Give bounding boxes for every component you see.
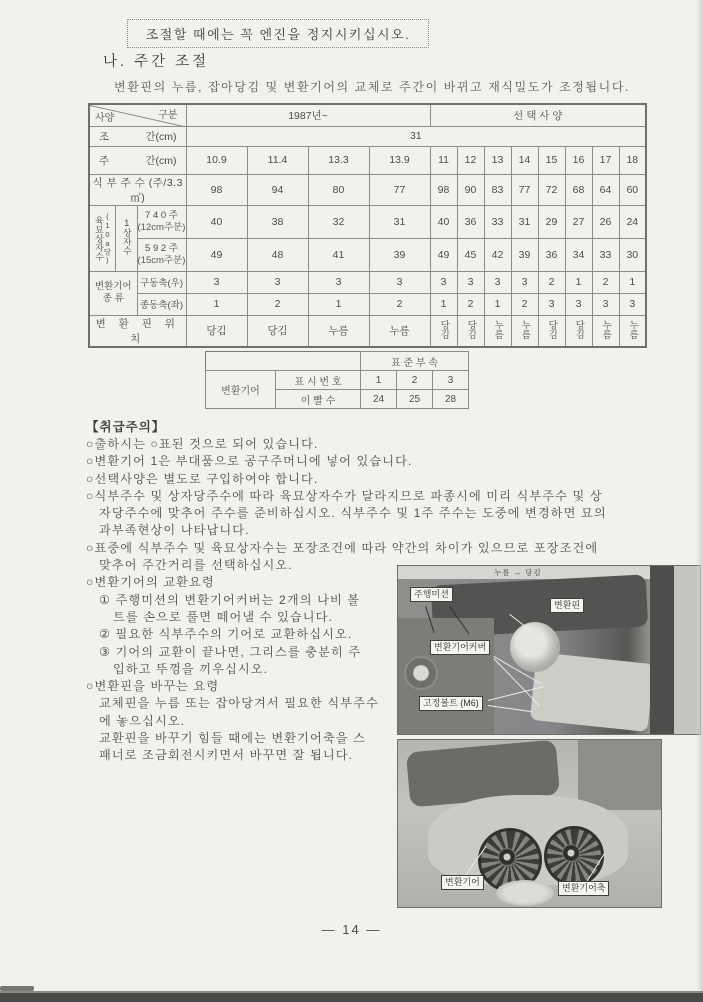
accessory-row1-label: 표 시 번 호 <box>276 371 361 390</box>
table-cell: 13 <box>484 146 511 174</box>
table-cell: 1 <box>186 293 247 315</box>
row-label-plant-count: 식 부 주 수 (주/3.3㎡) <box>89 174 186 205</box>
table-cell: 2 <box>511 293 538 315</box>
scan-artifact-right-edge <box>696 0 703 1002</box>
table-cell: 39 <box>369 238 430 271</box>
callout-label-gear: 변환기어 <box>441 875 484 890</box>
table-cell: 1 <box>361 371 397 390</box>
table-cell: 49 <box>430 238 457 271</box>
photo-lower-boss <box>496 880 554 906</box>
note-line: ○선택사양은 별도로 구입하여야 합니다. <box>86 471 319 486</box>
table-cell: 30 <box>619 238 646 271</box>
table-cell: 3 <box>592 293 619 315</box>
table-cell: 68 <box>565 174 592 205</box>
table-cell: 72 <box>538 174 565 205</box>
table-cell <box>565 315 592 347</box>
callout-label-shaft: 변환기어축 <box>558 881 609 896</box>
note-line: 자당주수에 맞추어 주수를 준비하십시오. 식부주수 및 1주 주수는 도중에 변경하면 묘의 <box>99 506 607 521</box>
table-cell: 26 <box>592 205 619 238</box>
table-cell <box>511 315 538 347</box>
table-cell: 11 <box>430 146 457 174</box>
table-cell: 2 <box>369 293 430 315</box>
table-cell: 2 <box>247 293 308 315</box>
note-line: ③ 기어의 교환이 끝나면, 그리스를 충분히 주 <box>99 644 362 659</box>
note-line: ○표중에 식부주수 및 육묘상자수는 포장조건에 따라 약간의 차이가 있으므로 포장조건에 <box>86 540 599 555</box>
accessory-side-label: 변환기어 <box>206 371 276 409</box>
table-cell: 36 <box>457 205 484 238</box>
pin-cell: 누름 <box>519 319 531 339</box>
table-cell: 18 <box>619 146 646 174</box>
r592-sub: (15cm주분) <box>137 254 186 266</box>
callout-label-mission: 주행미션 <box>410 587 453 602</box>
jo-value: 31 <box>186 126 646 146</box>
nursery-box-label: 육묘상자수 <box>94 215 105 261</box>
table-cell: 41 <box>308 238 369 271</box>
accessory-header: 표 준 부 속 <box>361 352 469 371</box>
table-cell: 16 <box>565 146 592 174</box>
note-line: ○변환핀을 바꾸는 요령 <box>86 679 220 694</box>
page-number: — 14 — <box>321 922 382 937</box>
table-cell: 3 <box>369 271 430 293</box>
photo-right-block <box>578 740 661 810</box>
table-cell: 3 <box>538 293 565 315</box>
group-optional-header: 선 택 사 양 <box>430 104 646 126</box>
pin-cell: 당김 <box>573 319 585 339</box>
table-cell: 28 <box>433 390 469 409</box>
r740-name: 7 4 0 주 <box>145 209 178 221</box>
table-cell: 31 <box>511 205 538 238</box>
row-label-gear-type <box>89 271 137 315</box>
scan-artifact-bottom-strip <box>0 993 703 1002</box>
table-cell: 누름 <box>308 315 369 347</box>
table-cell <box>619 315 646 347</box>
table-cell: 77 <box>511 174 538 205</box>
row-label-nursery-boxes <box>89 205 115 271</box>
table-cell: 49 <box>186 238 247 271</box>
ju-label: 주 <box>99 154 110 167</box>
table-cell: 3 <box>308 271 369 293</box>
table-cell: 2 <box>538 271 565 293</box>
notes-title: 【취급주의】 <box>86 420 166 434</box>
photo-transmission <box>397 565 701 735</box>
table-cell <box>457 315 484 347</box>
per-box-label: 1상자수 <box>121 218 132 255</box>
r592-name: 5 9 2 주 <box>145 242 178 254</box>
table-cell <box>592 315 619 347</box>
table-cell: 45 <box>457 238 484 271</box>
table-cell: 34 <box>565 238 592 271</box>
row-label-740 <box>137 205 186 238</box>
pin-cell: 당김 <box>438 319 450 339</box>
row-label-592 <box>137 238 186 271</box>
pin-cell: 누름 <box>627 319 639 339</box>
table-cell: 3 <box>565 293 592 315</box>
empty-cell <box>206 352 361 371</box>
jo-unit: 간(cm) <box>145 130 177 143</box>
gear-type-label1: 변환기어 <box>94 281 132 293</box>
table-cell <box>430 315 457 347</box>
table-cell: 2 <box>397 371 433 390</box>
group-1987-header: 1987년~ <box>186 104 430 126</box>
r740-sub: (12cm주분) <box>137 221 186 233</box>
photo-change-gears <box>397 739 662 908</box>
table-cell: 15 <box>538 146 565 174</box>
table-cell: 80 <box>308 174 369 205</box>
accessory-table <box>205 351 469 409</box>
table-cell: 48 <box>247 238 308 271</box>
table-cell: 33 <box>592 238 619 271</box>
gear-type-label2: 종 류 <box>102 293 124 304</box>
row-label-driven-shaft: 종동축(좌) <box>137 293 186 315</box>
pin-cell: 당김 <box>465 319 477 339</box>
table-cell: 98 <box>186 174 247 205</box>
row-label-pin-position: 변 환 핀 위 치 <box>89 315 186 347</box>
note-line: 패너로 조금회전시키면서 바꾸면 잘 됩니다. <box>99 748 354 763</box>
table-cell: 32 <box>308 205 369 238</box>
corner-spec-label: 사양 <box>95 112 115 124</box>
row-label-drive-shaft: 구동축(우) <box>137 271 186 293</box>
note-line: ○식부주수 및 상자당주수에 따라 육묘상자수가 달라지므로 파종시에 미리 식부주수 및 상 <box>86 488 603 503</box>
note-line: ② 필요한 식부주수의 기어로 교환하십시오. <box>99 627 353 642</box>
nursery-box-sublabel: (10a당) <box>102 211 112 265</box>
table-cell: 14 <box>511 146 538 174</box>
pin-cell: 누름 <box>492 319 504 339</box>
table-cell: 1 <box>565 271 592 293</box>
table-cell: 29 <box>538 205 565 238</box>
table-cell: 90 <box>457 174 484 205</box>
table-cell: 2 <box>457 293 484 315</box>
photo-gear-right-hub <box>562 844 580 862</box>
callout-line <box>488 705 532 712</box>
table-cell: 33 <box>484 205 511 238</box>
callout-label-pin: 변환핀 <box>550 598 584 613</box>
note-line: 에 놓으십시오. <box>99 713 186 728</box>
table-cell: 1 <box>484 293 511 315</box>
note-line: ○출하시는 ○표된 것으로 되어 있습니다. <box>86 437 319 451</box>
table-cell: 24 <box>619 205 646 238</box>
table-cell: 11.4 <box>247 146 308 174</box>
pin-direction-note: 누름 ↔ 당김 <box>494 568 542 577</box>
callout-label-cover: 변환기어커버 <box>430 640 490 655</box>
scan-artifact-corner-smudge <box>0 986 34 991</box>
table-cell: 1 <box>619 271 646 293</box>
note-line: 과부족현상이 나타납니다. <box>99 523 250 538</box>
table-cell: 83 <box>484 174 511 205</box>
corner-cell <box>89 104 186 126</box>
row-label-ju <box>89 146 186 174</box>
table-cell: 3 <box>247 271 308 293</box>
table-cell: 31 <box>369 205 430 238</box>
table-cell: 1 <box>430 293 457 315</box>
table-cell: 13.9 <box>369 146 430 174</box>
pin-cell: 당김 <box>546 319 558 339</box>
caution-text: 조절할 때에는 꼭 엔진을 정지시키십시오. <box>145 27 411 42</box>
table-cell: 2 <box>592 271 619 293</box>
table-cell: 3 <box>433 371 469 390</box>
callout-label-bolt: 고정볼트 (M6) <box>419 696 483 711</box>
accessory-row2-label: 이 빨 수 <box>276 390 361 409</box>
table-cell: 3 <box>457 271 484 293</box>
table-cell <box>538 315 565 347</box>
note-line: ○변환기어 1은 부대품으로 공구주머니에 넣어 있습니다. <box>86 454 413 469</box>
table-cell: 3 <box>430 271 457 293</box>
table-cell: 17 <box>592 146 619 174</box>
table-cell: 42 <box>484 238 511 271</box>
table-cell: 3 <box>619 293 646 315</box>
table-cell: 39 <box>511 238 538 271</box>
table-cell: 3 <box>511 271 538 293</box>
caution-box <box>127 19 429 48</box>
table-cell: 40 <box>430 205 457 238</box>
table-cell: 64 <box>592 174 619 205</box>
row-label-jo <box>89 126 186 146</box>
photo-gear-left-hub <box>498 848 516 866</box>
photo-right-dark-band <box>650 566 674 734</box>
table-cell: 1 <box>308 293 369 315</box>
spacing-spec-table <box>88 103 647 348</box>
table-cell: 3 <box>186 271 247 293</box>
pin-cell: 누름 <box>600 319 612 339</box>
table-cell: 12 <box>457 146 484 174</box>
ju-unit: 간(cm) <box>145 154 177 167</box>
note-line: 교환핀을 바꾸기 힘들 때에는 변환기어축을 스 <box>99 731 367 746</box>
intro-text: 변환핀의 누름, 잡아당김 및 변환기어의 교체로 주간이 바뀌고 재식밀도가 조정됩니다. <box>114 80 630 94</box>
table-cell <box>484 315 511 347</box>
note-line: ① 주행미션의 변환기어커버는 2개의 나비 볼 <box>99 592 361 607</box>
table-cell: 당김 <box>247 315 308 347</box>
table-cell: 25 <box>397 390 433 409</box>
jo-label: 조 <box>99 130 110 143</box>
table-cell: 98 <box>430 174 457 205</box>
table-cell: 24 <box>361 390 397 409</box>
row-label-per-box <box>115 205 137 271</box>
table-cell: 94 <box>247 174 308 205</box>
table-cell: 36 <box>538 238 565 271</box>
table-cell: 당김 <box>186 315 247 347</box>
note-line: ○변환기어의 교환요령 <box>86 575 215 590</box>
table-cell: 60 <box>619 174 646 205</box>
table-cell: 누름 <box>369 315 430 347</box>
photo-round-cap <box>510 622 560 672</box>
corner-group-label: 구분 <box>158 110 178 121</box>
table-cell: 38 <box>247 205 308 238</box>
table-cell: 27 <box>565 205 592 238</box>
table-cell: 3 <box>484 271 511 293</box>
photo-bolt-circle <box>404 656 438 690</box>
note-line: 교체핀을 누름 또는 잡아당겨서 필요한 식부주수 <box>99 696 379 711</box>
table-cell: 77 <box>369 174 430 205</box>
table-cell: 13.3 <box>308 146 369 174</box>
note-line: 입하고 뚜껑을 끼우십시오. <box>113 661 269 676</box>
note-line: 트를 손으로 풀면 떼어낼 수 있습니다. <box>113 609 334 624</box>
table-cell: 10.9 <box>186 146 247 174</box>
table-cell: 40 <box>186 205 247 238</box>
section-heading: 나. 주간 조절 <box>103 54 210 70</box>
note-line: 맞추어 주간거리를 선택하십시오. <box>99 558 293 573</box>
